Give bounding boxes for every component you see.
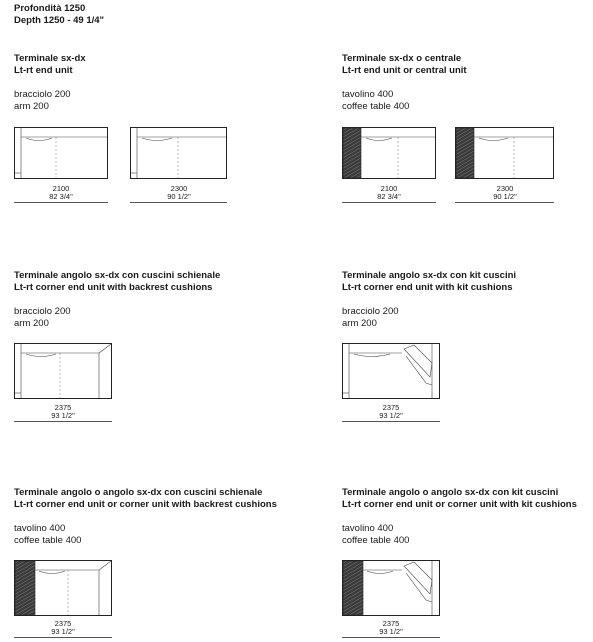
dimension-inches: 90 1/2" [493, 192, 517, 201]
dimension-line [130, 202, 227, 203]
section-spec-en: arm 200 [14, 101, 49, 112]
section-spec-en: coffee table 400 [14, 535, 82, 546]
depth-heading-it: Profondità 1250 [14, 3, 86, 14]
sofa-plan-drawing [130, 127, 227, 179]
depth-heading-en: Depth 1250 - 49 1/4" [14, 15, 105, 26]
section-title-en: Lt-rt corner end unit or corner unit with backrest cushions [14, 499, 277, 510]
section-spec-en: coffee table 400 [342, 535, 410, 546]
section-spec-it: tavolino 400 [342, 89, 394, 100]
sofa-plan-drawing [14, 560, 112, 616]
dimension-mm: 2375 [54, 619, 72, 628]
section-spec-en: arm 200 [342, 318, 377, 329]
sofa-plan-drawing [342, 343, 440, 399]
dimension-inches: 93 1/2" [51, 627, 75, 636]
section-title-en: Lt-rt corner end unit with kit cushions [342, 282, 513, 293]
dimension-mm: 2300 [170, 184, 188, 193]
sofa-plan-drawing [455, 127, 554, 179]
dimension-mm: 2375 [382, 619, 400, 628]
dimension-line [14, 202, 108, 203]
dimension-mm: 2300 [496, 184, 514, 193]
dimension-inches: 93 1/2" [379, 411, 403, 420]
dimension-inches: 90 1/2" [167, 192, 191, 201]
dimension-line [342, 637, 440, 638]
dimension-line [342, 421, 440, 422]
dimension-inches: 93 1/2" [379, 627, 403, 636]
section-spec-it: bracciolo 200 [14, 306, 71, 317]
dimension-inches: 82 3/4" [49, 192, 73, 201]
section-title-it: Terminale angolo sx-dx con kit cuscini [342, 270, 517, 281]
section-title-en: Lt-rt end unit or central unit [342, 65, 467, 76]
dimension-mm: 2100 [380, 184, 398, 193]
dimension-inches: 93 1/2" [51, 411, 75, 420]
section-title-it: Terminale angolo o angolo sx-dx con kit cuscini [342, 487, 559, 498]
section-title-it: Terminale angolo o angolo sx-dx con cuscini schienale [14, 487, 263, 498]
section-spec-it: tavolino 400 [342, 523, 394, 534]
section-spec-it: bracciolo 200 [14, 89, 71, 100]
dimension-line [14, 421, 112, 422]
dimension-mm: 2100 [52, 184, 70, 193]
section-title-en: Lt-rt corner end unit or corner unit with kit cushions [342, 499, 577, 510]
section-title-it: Terminale angolo sx-dx con cuscini schienale [14, 270, 221, 281]
dimension-line [455, 202, 554, 203]
dimension-mm: 2375 [382, 403, 400, 412]
dimension-line [342, 202, 436, 203]
dimension-inches: 82 3/4" [377, 192, 401, 201]
section-title-en: Lt-rt corner end unit with backrest cushions [14, 282, 213, 293]
section-spec-en: arm 200 [14, 318, 49, 329]
sofa-plan-drawing [342, 127, 436, 179]
section-title-it: Terminale sx-dx [14, 53, 86, 64]
section-title-it: Terminale sx-dx o centrale [342, 53, 462, 64]
sofa-plan-drawing [14, 343, 112, 399]
dimension-mm: 2375 [54, 403, 72, 412]
section-spec-en: coffee table 400 [342, 101, 410, 112]
sofa-plan-drawing [342, 560, 440, 616]
section-spec-it: bracciolo 200 [342, 306, 399, 317]
section-title-en: Lt-rt end unit [14, 65, 73, 76]
section-spec-it: tavolino 400 [14, 523, 66, 534]
dimension-line [14, 637, 112, 638]
sofa-plan-drawing [14, 127, 108, 179]
